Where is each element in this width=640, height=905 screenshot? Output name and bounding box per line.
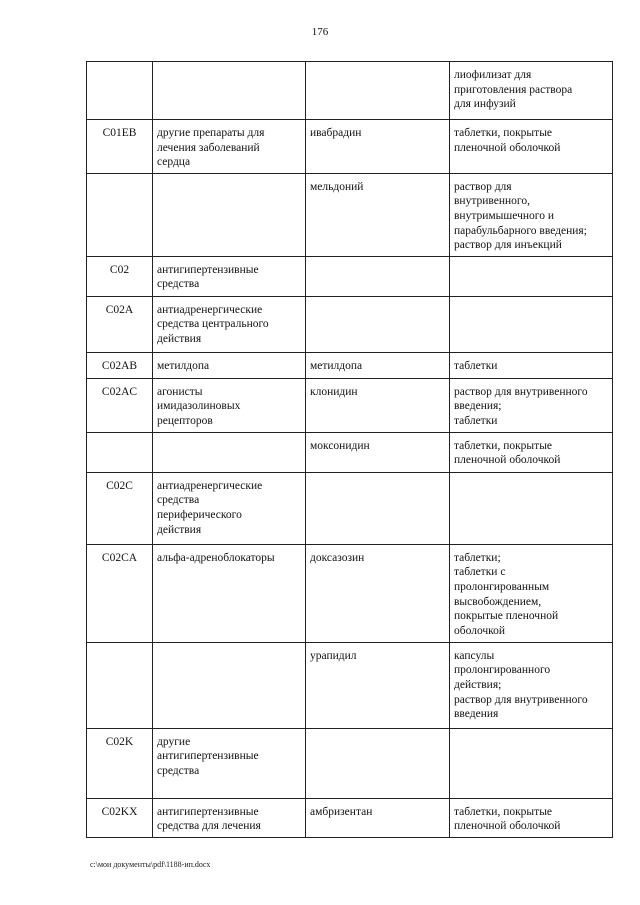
atc-code-cell: C02 xyxy=(87,256,153,296)
table-row xyxy=(87,432,613,472)
dosage-form-cell: капсулы пролонгированного действия; раствор для внутривенного введения xyxy=(450,642,613,728)
page-number: 176 xyxy=(311,26,329,38)
table-row xyxy=(87,472,613,544)
drug-name-cell xyxy=(306,472,450,544)
table-row xyxy=(87,256,613,296)
drug-name-cell: моксонидин xyxy=(306,432,450,472)
drug-table xyxy=(86,61,613,838)
drug-name-cell: ивабрадин xyxy=(306,120,450,174)
drug-name-cell: метилдопа xyxy=(306,352,450,378)
group-name-cell: агонисты имидазолиновых рецепторов xyxy=(153,378,306,432)
drug-name-cell: урапидил xyxy=(306,642,450,728)
table-row xyxy=(87,173,613,256)
dosage-form-cell: таблетки, покрытые пленочной оболочкой xyxy=(450,120,613,174)
table-row xyxy=(87,378,613,432)
dosage-form-cell: таблетки, покрытые пленочной оболочкой xyxy=(450,432,613,472)
dosage-form-cell xyxy=(450,472,613,544)
atc-code-cell: C02KX xyxy=(87,798,153,837)
table-row xyxy=(87,62,613,120)
drug-name-cell xyxy=(306,256,450,296)
dosage-form-cell: таблетки, покрытые пленочной оболочкой xyxy=(450,798,613,837)
dosage-form-cell: раствор для внутривенного, внутримышечного и парабульбарного введения; раствор для инъекций xyxy=(450,173,613,256)
group-name-cell xyxy=(153,173,306,256)
atc-code-cell: C02K xyxy=(87,728,153,798)
atc-code-cell xyxy=(87,173,153,256)
table-row xyxy=(87,544,613,642)
group-name-cell: антигипертензивные средства xyxy=(153,256,306,296)
atc-code-cell: C02AB xyxy=(87,352,153,378)
table-row xyxy=(87,798,613,837)
drug-name-cell: мельдоний xyxy=(306,173,450,256)
atc-code-cell: C02AC xyxy=(87,378,153,432)
drug-name-cell: клонидин xyxy=(306,378,450,432)
drug-name-cell: амбризентан xyxy=(306,798,450,837)
drug-name-cell: доксазозин xyxy=(306,544,450,642)
dosage-form-cell: таблетки; таблетки с пролонгированным высвобождением, покрытые пленочной оболочкой xyxy=(450,544,613,642)
footer-file-path: c:\мои документы\pdf\1188-ип.docx xyxy=(90,860,211,869)
atc-code-cell: C02CA xyxy=(87,544,153,642)
group-name-cell xyxy=(153,62,306,120)
table-row xyxy=(87,728,613,798)
table-row xyxy=(87,352,613,378)
group-name-cell: альфа-адреноблокаторы xyxy=(153,544,306,642)
atc-code-cell: C02C xyxy=(87,472,153,544)
table-row xyxy=(87,296,613,352)
group-name-cell: метилдопа xyxy=(153,352,306,378)
atc-code-cell xyxy=(87,432,153,472)
dosage-form-cell xyxy=(450,256,613,296)
group-name-cell: антиадренергические средства центрального действия xyxy=(153,296,306,352)
dosage-form-cell: лиофилизат для приготовления раствора для инфузий xyxy=(450,62,613,120)
group-name-cell xyxy=(153,432,306,472)
drug-name-cell xyxy=(306,62,450,120)
atc-code-cell: C02A xyxy=(87,296,153,352)
dosage-form-cell: таблетки xyxy=(450,352,613,378)
drug-name-cell xyxy=(306,296,450,352)
table-body xyxy=(87,62,613,838)
table-row xyxy=(87,642,613,728)
group-name-cell xyxy=(153,642,306,728)
atc-code-cell xyxy=(87,642,153,728)
group-name-cell: другие препараты для лечения заболеваний сердца xyxy=(153,120,306,174)
group-name-cell: другие антигипертензивные средства xyxy=(153,728,306,798)
drug-name-cell xyxy=(306,728,450,798)
dosage-form-cell xyxy=(450,296,613,352)
atc-code-cell: C01EB xyxy=(87,120,153,174)
dosage-form-cell xyxy=(450,728,613,798)
group-name-cell: антигипертензивные средства для лечения xyxy=(153,798,306,837)
group-name-cell: антиадренергические средства периферического действия xyxy=(153,472,306,544)
atc-code-cell xyxy=(87,62,153,120)
dosage-form-cell: раствор для внутривенного введения; таблетки xyxy=(450,378,613,432)
table-row xyxy=(87,120,613,174)
